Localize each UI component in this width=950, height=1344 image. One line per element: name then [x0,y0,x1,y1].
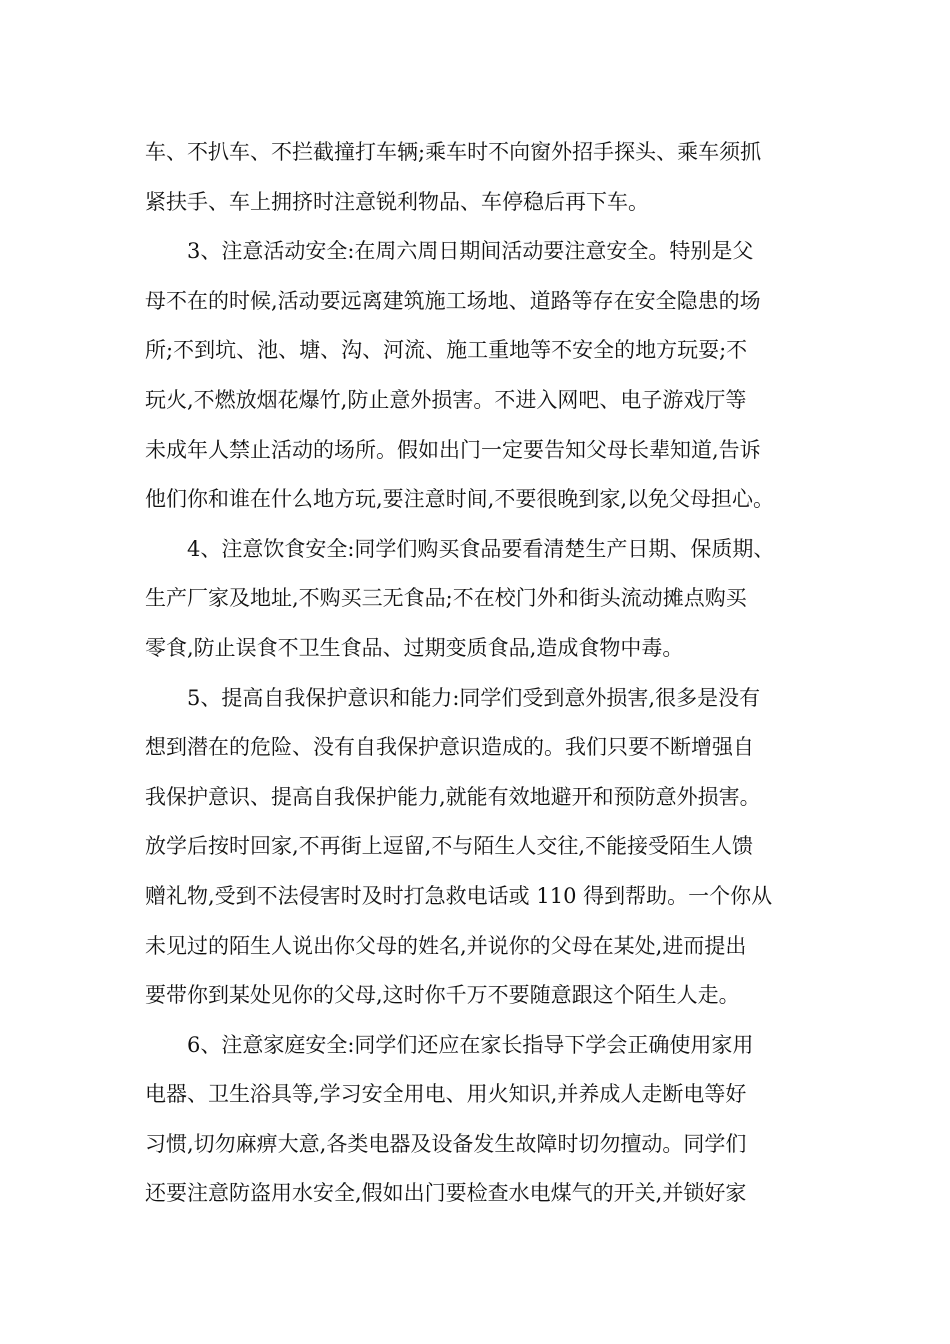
text-line: 6、注意家庭安全:同学们还应在家长指导下学会正确使用家用 [187,1032,754,1057]
text-line: 所;不到坑、池、塘、沟、河流、施工重地等不安全的地方玩耍;不 [145,338,748,363]
text-line: 我保护意识、提高自我保护能力,就能有效地避开和预防意外损害。 [145,784,761,809]
text-line: 母不在的时候,活动要远离建筑施工场地、道路等存在安全隐患的场 [145,288,761,313]
text-line: 还要注意防盗用水安全,假如出门要检查水电煤气的开关,并锁好家 [145,1181,747,1206]
text-line: 习惯,切勿麻痹大意,各类电器及设备发生故障时切勿擅动。同学们 [145,1131,747,1156]
text-line: 车、不扒车、不拦截撞打车辆;乘车时不向窗外招手探头、乘车须抓 [145,140,762,164]
text-line: 想到潜在的危险、没有自我保护意识造成的。我们只要不断增强自 [145,735,754,760]
text-line: 未见过的陌生人说出你父母的姓名,并说你的父母在某处,进而提出 [145,933,747,958]
text-line: 要带你到某处见你的父母,这时你千万不要随意跟这个陌生人走。 [145,983,740,1008]
text-line: 紧扶手、车上拥挤时注意锐利物品、车停稳后再下车。 [145,189,649,214]
text-line: 4、注意饮食安全:同学们购买食品要看清楚生产日期、保质期、 [187,536,775,561]
text-line: 未成年人禁止活动的场所。假如出门一定要告知父母长辈知道,告诉 [145,437,761,462]
text-line: 零食,防止误食不卫生食品、过期变质食品,造成食物中毒。 [145,635,684,660]
text-line: 生产厂家及地址,不购买三无食品;不在校门外和街头流动摊点购买 [145,586,747,611]
text-line: 赠礼物,受到不法侵害时及时打急救电话或 110 得到帮助。一个你从 [145,883,773,908]
text-line: 他们你和谁在什么地方玩,要注意时间,不要很晚到家,以免父母担心。 [145,487,775,512]
text-line: 放学后按时回家,不再街上逗留,不与陌生人交往,不能接受陌生人馈 [145,834,754,859]
body-text [145,128,810,1219]
text-line: 玩火,不燃放烟花爆竹,防止意外损害。不进入网吧、电子游戏厅等 [145,387,747,412]
text-line: 电器、卫生浴具等,学习安全用电、用火知识,并养成人走断电等好 [145,1082,747,1107]
text-line: 3、注意活动安全:在周六周日期间活动要注意安全。特别是父 [187,239,754,264]
text-line: 5、提高自我保护意识和能力:同学们受到意外损害,很多是没有 [187,685,761,710]
